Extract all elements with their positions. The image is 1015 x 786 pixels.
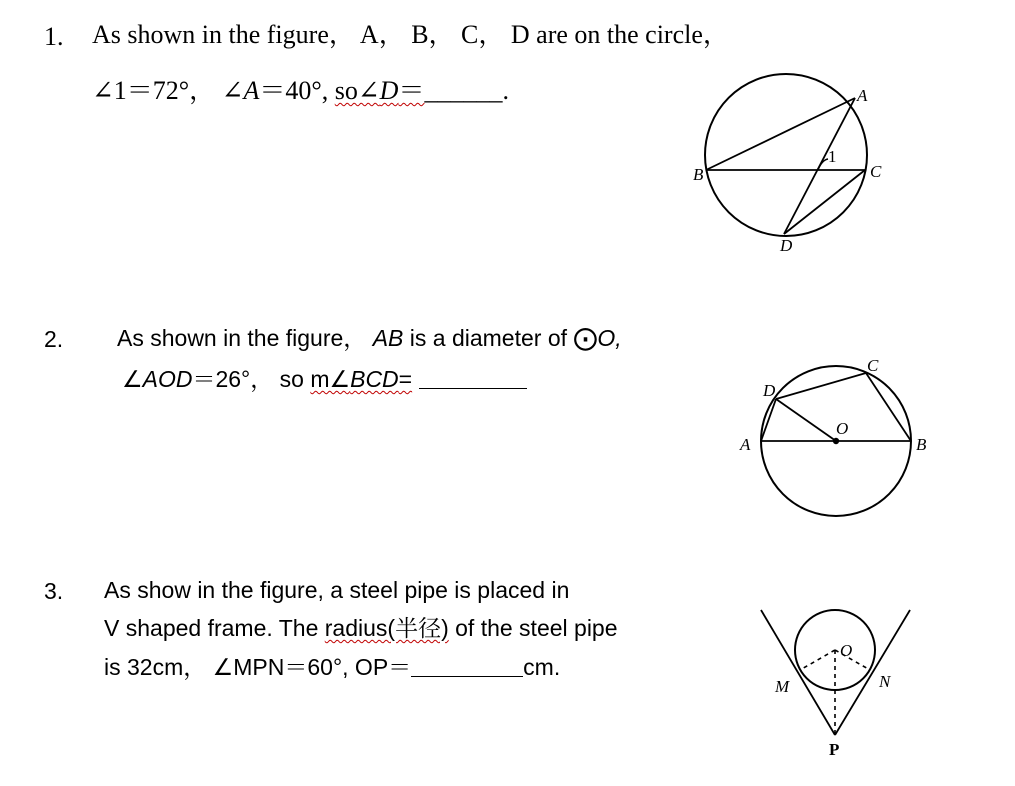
label-d: D (780, 236, 793, 255)
label-c: C (870, 162, 882, 181)
label-b: B (916, 435, 927, 454)
problem-1-number: 1. (44, 22, 64, 51)
problem-1-figure (690, 70, 880, 260)
problem-2-line-1: As shown in the figure， AB is a diameter of ⨀O, (117, 325, 622, 352)
problem-2-line-2: ∠AOD＝26°， so m∠BCD= (122, 368, 527, 391)
chord-cb (866, 373, 911, 441)
problem-3-line-2: V shaped frame. The radius(半径) of the steel pipe (104, 615, 618, 641)
problem-3-answer-blank[interactable] (411, 675, 523, 677)
problem-3-line-1: As show in the figure, a steel pipe is placed in (104, 577, 570, 603)
problem-2-number: 2. (44, 326, 64, 352)
label-n: N (879, 672, 891, 691)
label-d: D (763, 381, 776, 400)
label-a: A (857, 86, 868, 105)
label-c: C (867, 356, 879, 375)
chord-dc (776, 373, 866, 399)
segment-om (800, 650, 835, 670)
label-b: B (693, 165, 704, 184)
label-a: A (740, 435, 751, 454)
frame-right-arm (835, 610, 910, 735)
label-o: O (840, 641, 853, 660)
frame-left-arm (761, 610, 835, 735)
problem-1-answer-blank[interactable]: ______. (424, 76, 509, 105)
label-p: P (829, 740, 840, 759)
radius-od (776, 399, 836, 441)
problem-3-figure (755, 600, 925, 770)
circle-outline (705, 74, 867, 236)
label-o: O (836, 419, 849, 438)
problem-1-line-1: As shown in the figure， A， B， C， D are on the circle， (92, 20, 729, 49)
center-point-o (833, 438, 839, 444)
problem-1-line-2: ∠1＝72°， ∠A＝40°, so∠D＝______. (92, 76, 509, 105)
label-m: M (775, 677, 790, 696)
problem-3-number: 3. (44, 578, 64, 604)
problem-2-figure (735, 350, 935, 525)
label-angle-1: 1 (828, 147, 837, 166)
problem-2-answer-blank[interactable] (419, 387, 527, 389)
problem-3-line-3: is 32cm， ∠MPN＝60°, OP＝ cm. (104, 654, 561, 680)
